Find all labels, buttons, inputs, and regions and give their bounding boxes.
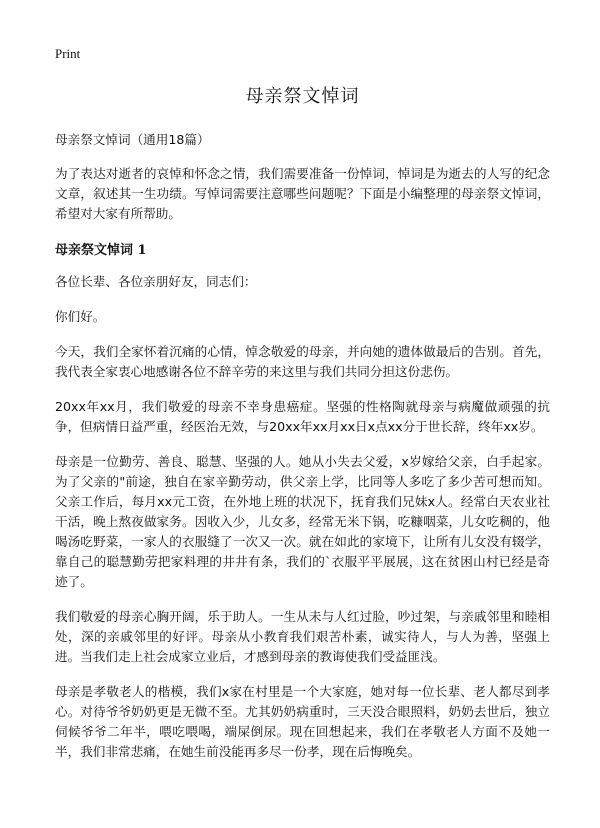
- section-heading: 母亲祭文悼词 1: [55, 243, 147, 258]
- document-title: 母亲祭文悼词: [245, 86, 360, 107]
- print-link[interactable]: Print: [55, 46, 81, 61]
- intro-paragraph: 为了表达对逝者的哀悼和怀念之情，我们需要准备一份悼词，悼词是为逝去的人写的纪念文章，叙述其一生功绩。写悼词需要注意哪些问题呢？下面是小编整理的母亲祭文悼词，希望对大家有所帮助。: [55, 166, 550, 221]
- paragraph-filial: 母亲是孝敬老人的楷模，我们x家在村里是一个大家庭，她对每一位长辈、老人都尽到孝心。对待爷爷奶奶更是无微不至。尤其奶奶病重时，三天没合眼照料，奶奶去世后，独立伺候爷爷二年半，喂吃喂喝，端屎倒尿。现在回想起来，我们在孝敬老人方面不及她一半，我们非常悲痛，在她生前没能再多尽一份孝，现在后悔晚矣。: [55, 684, 550, 759]
- paragraph-opening: 今天，我们全家怀着沉痛的心情，悼念敬爱的母亲，并向她的遗体做最后的告别。首先，我代表全家衷心地感谢各位不辞辛劳的来这里与我们共同分担这份悲伤。: [55, 344, 550, 379]
- paragraph-kindness: 我们敬爱的母亲心胸开阔，乐于助人。一生从未与人红过脸，吵过架，与亲戚邻里和睦相处，深的亲戚邻里的好评。母亲从小教育我们艰苦朴素，诚实待人，与人为善，坚强上进。当我们走上社会成家立业后，才感到母亲的教诲使我们受益匪浅。: [55, 609, 550, 664]
- paragraph-greeting: 各位长辈、各位亲朋好友，同志们：: [55, 274, 257, 289]
- paragraph-hello: 你们好。: [55, 309, 106, 324]
- paragraph-illness: 20xx年xx月，我们敬爱的母亲不幸身患癌症。坚强的性格陶就母亲与病魔做顽强的抗争，但病情日益严重，经医治无效，与20xx年xx月xx日x点xx分于世长辞，终年xx岁。: [55, 399, 550, 434]
- document-subtitle: 母亲祭文悼词（通用18篇）: [55, 132, 210, 147]
- paragraph-hardworking: 母亲是一位勤劳、善良、聪慧、坚强的人。她从小失去父爱，x岁嫁给父亲，白手起家。为了父亲的"前途，独自在家辛勤劳动，供父亲上学，比同等人多吃了多少苦可想而知。父亲工作后，每月xx元工资，在外地上班的状况下，抚育我们兄妹x人。经常白天农业社干活，晚上熬夜做家务。因收入少，儿女多，经常无米下锅，吃糠咽菜，儿女吃稠的，他喝汤吃野菜，一家人的衣服缝了一次又一次。就在如此的家境下，让所有儿女没有辍学，靠自己的聪慧勤劳把家料理的井井有条，我们的`衣服平平展展，这在贫困山村已经是奇迹了。: [55, 454, 550, 589]
